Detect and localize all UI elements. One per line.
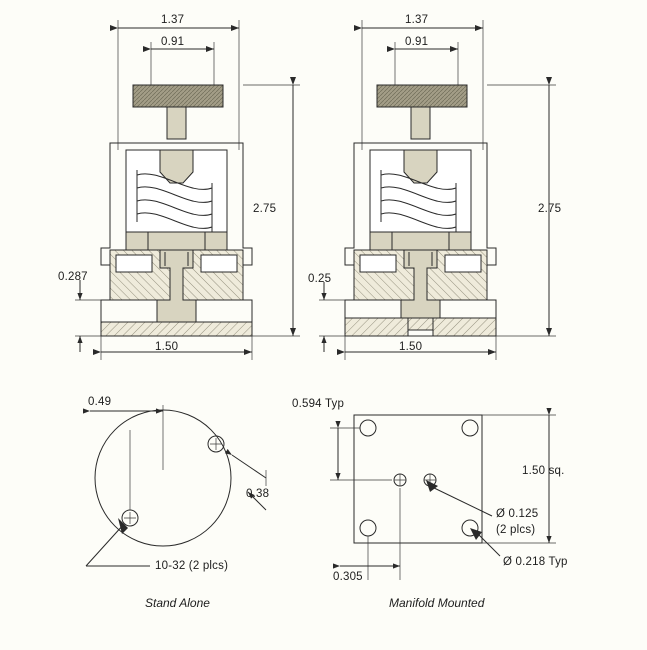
dim-left-overall-height: 2.75 — [253, 203, 277, 215]
dim-hole-spacing-vertical: 0.594 Typ — [292, 398, 345, 410]
view-stand-alone-section — [75, 20, 300, 360]
dim-right-base-width: 1.50 — [399, 341, 423, 353]
dim-hole-offset-bottom: 0.305 — [333, 571, 363, 583]
dim-right-overall-width-top: 1.37 — [405, 14, 429, 26]
note-small-hole-dia: Ø 0.125 — [496, 508, 539, 520]
dim-right-base-height: 0.25 — [308, 273, 332, 285]
note-small-hole-qty: (2 plcs) — [496, 524, 536, 536]
view-manifold-mounted-section — [319, 20, 556, 360]
dim-right-inner-width-top: 0.91 — [405, 36, 429, 48]
dim-plate-size: 1.50 sq. — [522, 465, 565, 477]
note-corner-hole-dia: Ø 0.218 Typ — [503, 556, 568, 568]
dim-left-base-width: 1.50 — [155, 341, 179, 353]
caption-manifold-mounted: Manifold Mounted — [389, 596, 485, 610]
dim-hole-offset-y: 0.38 — [246, 488, 270, 500]
dim-right-overall-height: 2.75 — [538, 203, 562, 215]
dim-hole-offset-x: 0.49 — [88, 396, 112, 408]
dim-left-overall-width-top: 1.37 — [161, 14, 185, 26]
view-stand-alone-bottom — [86, 405, 266, 566]
caption-stand-alone: Stand Alone — [145, 596, 210, 610]
dim-left-base-height: 0.287 — [58, 271, 88, 283]
dim-left-inner-width-top: 0.91 — [161, 36, 185, 48]
note-thread-10-32: 10-32 (2 plcs) — [155, 560, 229, 572]
